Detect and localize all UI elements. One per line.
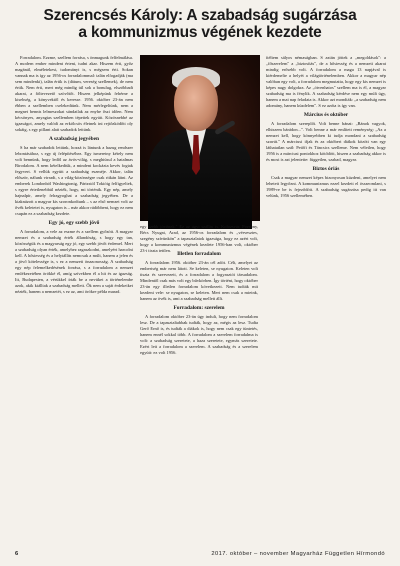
- column-2-caption: [140, 224, 258, 253]
- paragraph: A forradalom 1956. október 23-án cél adót. Célt, amelyet az emberiség már nem látott. Se keleten, se nyugaton. Keleten volt tiszta és szervezett, és a forradalom a fogyasztói társadalom. Mindentõl csak más volt egy bűvkörben. Így történt, hogy október 23-án egy illetlen forradalom következett. Nem tudták mit kezdeni vele: se nyugaton, se keleten. Mert nem csak a mieink, hanem az övék is, ami a szabadság mellett állt.: [140, 260, 258, 301]
- article-title-line-2: a kommunizmus végének kezdete: [78, 24, 322, 41]
- paragraph: S ha már szabadok lettünk, hozzá is lántunk a hazug rendszer lebontásához, s egy új felépítéséhez. Egy ismeretny kétely nem volt bennünk, hogy ledõl az ávós-világ, s meghiúsul a hatalmas Birodalom. A nem kételkedtük, a mindent kockázta kevés fogtak fegyvert. S vellük együtt a szabadság eszméje. Akkor, talán először, nálunk virradt, s a világ-közönségre csak ritkán látni. Az emberek Londonból Washingtonig, Párizstól Tokióig felfigyeltek, s egyre értetlenebbül nézték, hogy, mi történik. Egy nép, amely hajnalpír, amely felragyoghat a szabadság jegyében. De a kiaknázott a magyar kis szoronkodtunk – s az első nemzet volt az ővék keletetei is, nyugaton is – már akkor rádöbbent, hogy ez nem csupán ez a szabadság kezdete.: [15, 145, 133, 216]
- publication-info: 2017. október – november Magyarház Független Hírmondó: [211, 551, 385, 557]
- column-1: [15, 55, 133, 547]
- column-2: [140, 248, 258, 548]
- section-heading: Illetlen forradalom: [177, 251, 221, 257]
- page-number: 6: [15, 551, 19, 557]
- article-title: [0, 7, 400, 41]
- paragraph: Csak a magyar nemzet képes bizonyosan küzdeni, amelyet nem lehetett legyőzni. A kommunizmus ezzel kezdett el összeomlani, s 1989-re be is fejeződött. A szabadság sugárzása pedig itt van velünk, 1956 szellemében.: [266, 175, 386, 198]
- section-heading: Biztos óriás: [312, 166, 340, 172]
- paragraph: A forradalom október 23-án úgy indult, hogy nem forradalom lesz. De a tapasztaltabbak tudták, hogy az, mégis az lesz. Tudta Gerő Ernő is, és tudták a diákok is, hogy nem csak egy tüntetés, hanem ennél sokkal több. A forradalom a szerelem forradalma is volt: a szabadság szeretete, a haza szeretete, egymás szeretete. Ezért lett a forradalom a szerelem. A szabadság és a szerelem együtt: ez volt 1956.: [140, 314, 258, 355]
- paragraph: ítéltem sályos némaságban. S aztán jöttek a „megoldások": a „főszerelem" a „biztosítás", de a hősiesség és a nemzeti akarat mindig erősebb volt. A forradalom a maga 13 napjával is kiérdemelte a helyét a világtörténelemben. Akkor a magyar nép valóban egy volt, a forradalom megmutatta, hogy egy kis nemzet is képes nagy dolgokra. Az „ötvenhatos" szellem ma is él, a magyar szabadság ma is fénylik. A szabadság kérdése nem egy múlt ügy, hanem a mai nap feladata is. Akkor azt mondták: „a szabadság nem adomány, hanem küzdelem". S ez azóta is így van.: [266, 55, 386, 108]
- paragraph: egy szebb jövőnek." Ez az úgyi szállás is, Kolozsvár, Pozsony, Bécs Nyugat, Arad, az 1956-os forradalom és „vérvesztes, szegény szívünkön" a tapasztalatok igazsága, hogy ez azért volt, hogy a kommunizmus végének kezdete 1956-ban volt, október 23-i tiszta tettlen.: [140, 224, 258, 253]
- article-title-line-1: Szerencsés Károly: A szabadság sugárzása: [43, 7, 357, 24]
- paragraph: A forradalom szereplői. Volt benne bánat: „Bánok vagyok, elhiszem bárádon...". Volt benne a már említett reménység: „Az a nemzet kell, hogy könnyebben ki tudja mondani a szabadság szavát." A márciusi ifjak és az októberi diákok között van egy láthatatlan szál: Petőfi és Táncsics szelleme. Nem véletlen, hogy 1956 is a márciusi pontokhoz kötődött, hiszen a szabadság akkor is és most is azt jelentette: független, szabad, magyar.: [266, 121, 386, 162]
- section-heading: Egy jó, egy szebb jövő: [48, 220, 100, 226]
- column-3: [266, 55, 386, 547]
- paragraph: Forradalom. Ezzme, szellem forrása, s önmagunk felfelmálása. A modern ember mindent érteni, tudni akar. Hiszem érti, győz magánál, elméletekest, tudományt is, s mégsem érti. Sokan vannak ma is így az 1956-os forradalommal: talán elfogadják (ma sem mindenki), talán értik is (dátum, vereség szellemek), de nem értik. Nem érti, mert még mindig túl sok a bonulug, elszóbbadt akarat, a föltevezetõ szövõtõt. Hiszen jelképünk fehérne a kisebség, a könyvektõl és keresse. 1956. október 23-án nem ébben a szellemben cselekedtünk. Nem mérlegeltünk, nem a megnet bennis lelmeszokat sándatlak az enyhe őszi idően. Nem kécsönyes, anyagias szellemben tépettek együtt. Közösnebbé az igazságot, amely valódi az erkölcsös életnek ini rejtõzködõtt oly sokáig, s egy pillant alatt szabadok lettünk.: [15, 55, 133, 132]
- speaker-photo: [140, 55, 260, 221]
- paragraph: A forradalom, a vele az eszme és a szellem győzött. A magyar nemzet és a szabadság érték állandóság, s hogy egy tan, közösségük és a magyarság egy jó, egy szebb jövőt érdemel. Mert a szabadság olyan érték, amelyhez ragaszkodni, amelyért harcolni kell. A hősiesség és a helytállás nemcsak a múlt, hanem a jelen és a jövő kötelessége is, s ez a nemzeti önazonosság. A szabadság egy nép felemelkedésének forrása, s a forradalom a nemzet emlékezetében örökké él, amíg szívekben él a hit és az igazság. Itt, Budapesten, a vérükkel írták be a nevüket a történelembe azok, akik kiálltak a szabadság mellett. Ők nem a saját érdekeiket nézték, hanem a nemzetét, s ez az, ami örökre példa marad.: [15, 229, 133, 294]
- section-heading: A szabadság jegyében: [48, 136, 99, 142]
- page-footer: [15, 551, 385, 561]
- section-heading: Forradalom: szerelem: [173, 305, 225, 311]
- section-heading: Március és október: [303, 112, 349, 118]
- photo-face-shape: [174, 75, 218, 131]
